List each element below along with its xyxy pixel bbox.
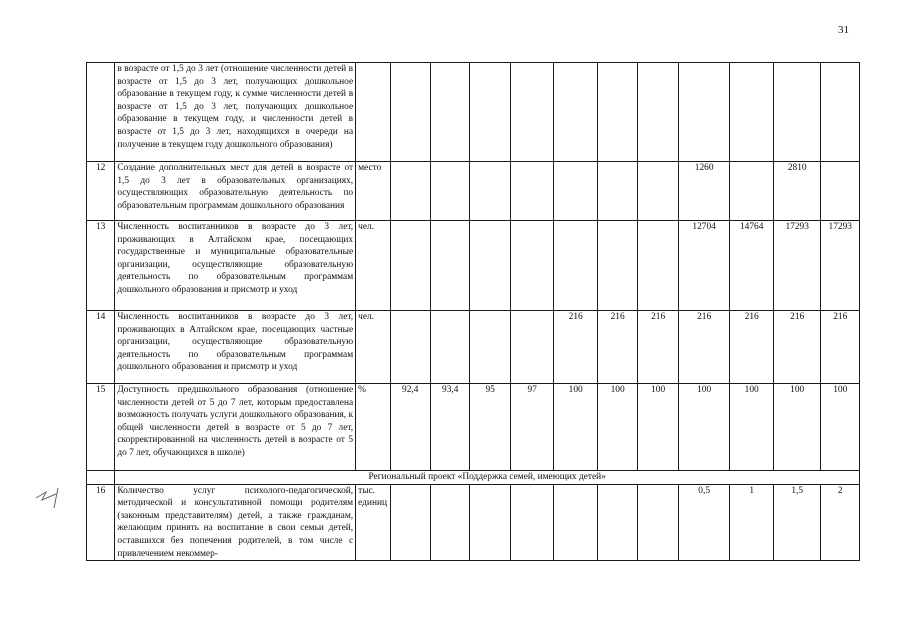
value-cell	[554, 221, 598, 311]
value-cell: 12704	[678, 221, 730, 311]
value-cell	[638, 63, 678, 162]
row-number: 14	[87, 311, 115, 384]
value-cell: 100	[678, 384, 730, 471]
page-number: 31	[838, 24, 849, 36]
value-cell	[554, 484, 598, 561]
value-cell	[821, 162, 860, 221]
unit-cell	[356, 63, 390, 162]
value-cell	[638, 162, 678, 221]
indicators-table	[86, 62, 860, 561]
indicator-description: Количество услуг психолого-педагогической, методической и консультативной помощи родителям (законным представителям) детей, а также гражданам, желающим принять на воспитание в свои семьи детей, оставшихся без попечения родителей, в том числе с привлечением некоммер-	[115, 484, 356, 561]
value-cell	[390, 162, 430, 221]
indicator-description: в возрасте от 1,5 до 3 лет (отношение численности детей в возрасте от 1,5 до 3 лет, получающих дошкольное образование в текущем году, к сумме численности детей в возрасте от 1,5 до 3 лет, получающих дошкольное образование в текущем году, и численности детей в возрасте от 1,5 до 3 лет, находящихся в очереди на получение в текущем году дошкольного образования)	[115, 63, 356, 162]
row-number	[87, 63, 115, 162]
value-cell	[730, 162, 774, 221]
value-cell	[390, 63, 430, 162]
value-cell: 100	[730, 384, 774, 471]
row-number: 15	[87, 384, 115, 471]
value-cell	[470, 311, 510, 384]
value-cell	[773, 63, 821, 162]
value-cell: 100	[597, 384, 637, 471]
value-cell: 93,4	[430, 384, 469, 471]
value-cell	[470, 63, 510, 162]
value-cell: 17293	[821, 221, 860, 311]
table-row	[87, 63, 860, 162]
value-cell: 1260	[678, 162, 730, 221]
value-cell	[597, 162, 637, 221]
value-cell: 216	[678, 311, 730, 384]
handwritten-mark	[32, 482, 72, 512]
value-cell	[678, 63, 730, 162]
section-row	[87, 471, 860, 485]
value-cell	[597, 484, 637, 561]
value-cell	[638, 484, 678, 561]
value-cell	[510, 484, 554, 561]
indicator-description: Доступность предшкольного образования (отношение численности детей от 5 до 7 лет, которым предоставлена возможность получать услуги дошкольного образования, к общей численности детей в возрасте от 5 до 7 лет, скорректированной на численность детей в возрасте от 5 до 7 лет, обучающихся в школе)	[115, 384, 356, 471]
indicator-description: Создание дополнительных мест для детей в возрасте от 1,5 до 3 лет в образовательных организациях, осуществляющих образовательную деятельность по образовательным программам дошкольного образования	[115, 162, 356, 221]
value-cell: 216	[730, 311, 774, 384]
value-cell	[390, 484, 430, 561]
table-row	[87, 384, 860, 471]
value-cell: 216	[773, 311, 821, 384]
value-cell: 1,5	[773, 484, 821, 561]
value-cell	[390, 221, 430, 311]
unit-cell: чел.	[356, 221, 390, 311]
table-row	[87, 484, 860, 561]
value-cell: 216	[821, 311, 860, 384]
row-number: 12	[87, 162, 115, 221]
value-cell	[430, 63, 469, 162]
value-cell: 216	[554, 311, 598, 384]
value-cell	[430, 162, 469, 221]
value-cell	[510, 162, 554, 221]
value-cell: 17293	[773, 221, 821, 311]
value-cell	[554, 63, 598, 162]
value-cell: 0,5	[678, 484, 730, 561]
value-cell: 2	[821, 484, 860, 561]
value-cell: 14764	[730, 221, 774, 311]
unit-cell: чел.	[356, 311, 390, 384]
indicator-description: Численность воспитанников в возрасте до 3 лет, проживающих в Алтайском крае, посещающих государственные и муниципальные образовательные организации, осуществляющие образовательную деятельность по образовательным программам дошкольного образования и присмотр и уход	[115, 221, 356, 311]
value-cell: 92,4	[390, 384, 430, 471]
table-row	[87, 311, 860, 384]
value-cell	[430, 484, 469, 561]
table-row	[87, 221, 860, 311]
value-cell: 216	[638, 311, 678, 384]
unit-cell: %	[356, 384, 390, 471]
value-cell	[597, 63, 637, 162]
unit-cell: место	[356, 162, 390, 221]
value-cell	[597, 221, 637, 311]
value-cell: 97	[510, 384, 554, 471]
value-cell: 1	[730, 484, 774, 561]
indicator-description: Численность воспитанников в возрасте до 3 лет, проживающих в Алтайском крае, посещающих частные организации, осуществляющие образовательную деятельность по образовательным программам дошкольного образования и присмотр и уход	[115, 311, 356, 384]
value-cell: 100	[638, 384, 678, 471]
row-number: 13	[87, 221, 115, 311]
value-cell: 95	[470, 384, 510, 471]
value-cell	[821, 63, 860, 162]
value-cell: 2810	[773, 162, 821, 221]
value-cell: 216	[597, 311, 637, 384]
table-row	[87, 162, 860, 221]
section-title: Региональный проект «Поддержка семей, имеющих детей»	[115, 471, 860, 485]
row-number: 16	[87, 484, 115, 561]
value-cell	[554, 162, 598, 221]
value-cell	[470, 162, 510, 221]
value-cell	[430, 221, 469, 311]
value-cell: 100	[773, 384, 821, 471]
value-cell	[470, 221, 510, 311]
value-cell	[510, 63, 554, 162]
value-cell	[390, 311, 430, 384]
empty-cell	[87, 471, 115, 485]
value-cell	[730, 63, 774, 162]
value-cell: 100	[554, 384, 598, 471]
value-cell	[510, 311, 554, 384]
value-cell: 100	[821, 384, 860, 471]
value-cell	[510, 221, 554, 311]
value-cell	[638, 221, 678, 311]
value-cell	[470, 484, 510, 561]
value-cell	[430, 311, 469, 384]
unit-cell: тыс. единиц	[356, 484, 390, 561]
